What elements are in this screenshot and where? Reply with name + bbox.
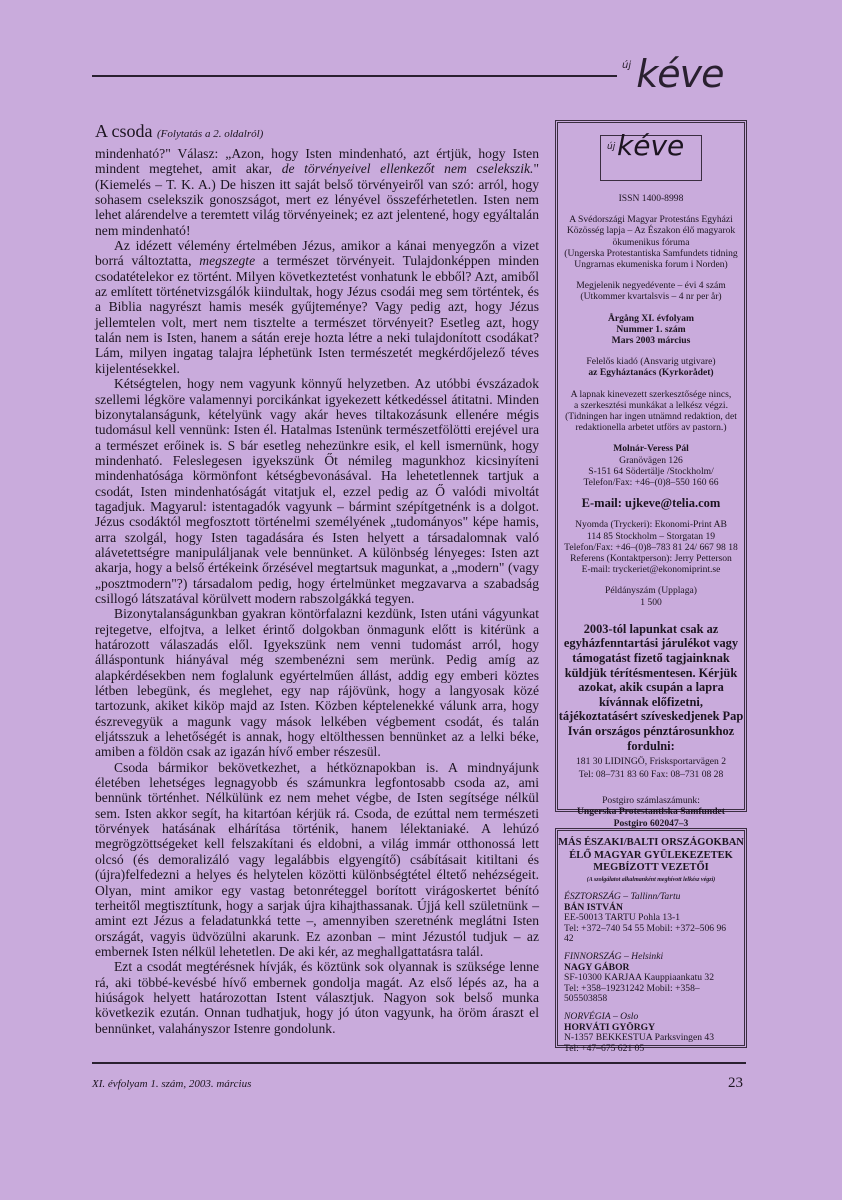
line: Nummer 1. szám <box>616 323 686 335</box>
postgiro <box>558 795 744 829</box>
line: Mars 2003 március <box>611 335 691 347</box>
line: az Egyháztanács (Kyrkorådet) <box>588 367 714 379</box>
masthead-logo <box>600 129 702 181</box>
logo-small-text: új <box>607 142 616 152</box>
footer-issue: XI. évfolyam 1. szám, 2003. március <box>92 1078 252 1090</box>
subscription-notice: 2003-tól lapunkat csak az egyházfenntartási járulékot vagy támogatást fizető tagjainknak küldjük térítésmentesen. Kérjük azokat, akik csupán a lapra kívánnak előfizetni, tájékoztatásért szíveskedjenek Pap Iván országos pénztárosunkhoz fordulni: <box>558 621 744 753</box>
email-link[interactable]: E-mail: ujkeve@telia.com <box>581 496 721 511</box>
line: ökumenikus fóruma <box>612 236 690 248</box>
line: Tel: 08–731 83 60 Fax: 08–731 08 28 <box>578 769 724 781</box>
publisher <box>558 214 744 270</box>
paragraph: Bizonytalanságunkban gyakran köntörfalazni kezdünk, Isten utáni vágyunkat rejtegetve, elfojtva, a lelket érintő dolgokban önmagunk előtt is kitérünk a határozott válaszadás elől. Igyekszünk nem venni tudomást arról, hogy álláspontunk hiányával még szembenézni sem merünk. Pedig amíg az alapkérdésekben nem foglalunk egyértelműen állást, addig egy emberi köztes létben lebegünk, és meglehet, egy nap rájövünk, hogy a langyosak közé tartozunk, akiket kiköp majd az Isten. Közben képtelenekké válunk arra, hogy észrevegyük a magunk vagy mások lelkében végbement csodát, és talán eljátsszuk a lehetőségét is annak, hogy eltölthessen bennünket az a lelki béke, amiben a földön csak az igazán hívő ember részesül. <box>95 606 539 760</box>
paragraph: Ezt a csodát megtérésnek hívják, és köztünk sok olyannak is szüksége lenne rá, aki többé-kevésbé hívő embernek gondolja magát. Az első lépés az, ha a hiúságok helyett határozottan Istent választjuk. Nagyon sok belső munka következik ezután. Onnan tudhatjuk, hogy jó úton vagyunk, ha öröm áraszt el bennünket, valahányszor Istenre gondolunk. <box>95 959 539 1036</box>
phone: Tel: +372–740 54 55 Mobil: +372–506 96 42 <box>564 922 727 945</box>
article <box>95 121 539 1036</box>
paragraph: Csoda bármikor bekövetkezhet, a hétköznapokban is. A mindnyájunk életében lehetséges legnagyobb és számunkra legfontosabb csoda az, ami bennünk történhet. Nélkülünk ez nem mehet végbe, de Isten segítsége nélkül sem. Isten akkor segít, ha kitartóan kérjük rá. Csoda, de ezúttal nem természeti törvények hatásának elhárítása történik, hanem lélektaniaké. A lehúzó megrögzöttségeket kell felszakítani és eldobni, a világ immár otthonossá lett olcsó (és demoralizáló vagy legalábbis elgyengítő) csábításait kitiltani és (újra)felfedezni a helyes és helytelen közötti különbségtétel éltető nehézségeit. Olyan, mint amikor egy vastag betonréteggel borított virágoskertet bénító terheitől megtisztítunk, hogy a sarjak újra kihajthassanak. Újjá kell születnünk – amint ezt Jézus a feladatunkká tette –, amennyiben szeretnénk meglátni Isten országát, vagyis üdvözülni akarunk. Ez azonban – mint Jézustól tudjuk – az embernek Isten nélkül lehetetlen. De aki kér, az meghallgattatásra talál. <box>95 759 539 959</box>
country: ÉSZTORSZÁG – Tallinn/Tartu <box>564 890 681 902</box>
masthead-box <box>555 120 747 829</box>
line: Molnár-Veress Pál <box>613 443 689 455</box>
leaders-note: (A szolgálatot alkalmanként meghívott lelkész végzi) <box>586 876 716 883</box>
header-rule <box>92 75 617 77</box>
line: Telefon/Fax: +46–(0)8–550 160 66 <box>583 477 719 489</box>
line: Granövägen 126 <box>619 454 683 466</box>
line: Årgång XI. évfolyam <box>607 312 695 324</box>
contact-norway <box>558 1012 744 1054</box>
footer-rule <box>92 1062 746 1064</box>
text: mindenható?" Válasz: „Azon, hogy Isten mindenható, azt értjük, hogy Isten mindent megtehet, amit akar, <box>95 146 539 177</box>
editor-contact <box>558 443 744 488</box>
address: EE-50013 TARTU Pohla 13-1 <box>564 912 680 924</box>
line: redaktionella arbetet utförs av pastorn.) <box>575 422 727 434</box>
page-number: 23 <box>728 1075 743 1091</box>
line: Példányszám (Upplaga) <box>605 585 697 597</box>
line: Telefon/Fax: +46–(0)8–783 81 24/ 667 98 18 <box>564 541 738 553</box>
responsible-publisher <box>558 356 744 378</box>
name: BÁN ISTVÁN <box>564 901 623 913</box>
header-logo <box>622 52 723 96</box>
line: a szerkesztési munkákat a lelkész végzi. <box>574 399 728 411</box>
leaders-title <box>558 837 744 875</box>
title-text: A csoda <box>95 121 153 141</box>
treasurer-contact <box>558 755 744 781</box>
line: MÁS ÉSZAKI/BALTI ORSZÁGOKBAN <box>558 837 744 848</box>
article-title <box>95 121 539 144</box>
paragraph: Kétségtelen, hogy nem vagyunk könnyű helyzetben. Az utóbbi évszázadok szellemi légköre valamennyi porcikánkat igyekezett kétkedéssel átitatni. Minden bizonytalanságunk, kételyünk vagy akár heves tiltakozásunk ellenére mégis tudomásul kell vennünk: Isten él. Hatalmas Istenünk természetfölötti erejével ura a természet erőinek is. S bár esetleg nehezünkre esik, el kell ismernünk, hogy mindenható. Feleslegesen igyekszünk Őt némileg magunkhoz kicsinyíteni mindenhatósága körmönfont kétségbevonásával. Ha lehetetlennek tartjuk a csodát, Isten mindenhatóságát vitatjuk el, ezzel pedig az Ő valódi mivoltát tagadjuk. Magyarul: istentagadók vagyunk – bármint szépítgetnénk is a dolgot. Jézus csodáktól megfosztott történelmi személyének „tudományos" képe hamis, arra szolgál, hogy Isten tagadására és Isten helyett a társadalomnak való alávetettségre manipuláljanak vele bennünket. A különbség lényeges: Isten azt akarja, hogy a belső értékeink őrzésével megtartsuk magunkat, a „modern" (vagy „posztmodern"?) társadalom pedig, hogy értelmünket megzavarva a szabadság csillogó látszatával körülvett modern rabszolgákká tegyen. <box>95 376 539 606</box>
text: " (Kiemelés – T. K. A.) De hiszen itt saját belső törvényeiről van szó: arról, hogy sohasem cselekszik gonoszságot, mert ez lényével összeférhetetlen. Isten nem lehet alárendelve a teremtett világ törvényeinek; ez azt jelentené, hogy egyáltalán nem mindenható! <box>95 161 539 238</box>
logo-text: kéve <box>617 129 685 162</box>
logo-small-text: új <box>622 60 632 71</box>
line: 181 30 LIDINGÖ, Frisksportarvägen 2 <box>575 756 726 768</box>
line: Postgiro 602047–3 <box>613 817 689 829</box>
line: (Tidningen har ingen utnämnd redaktion, det <box>565 411 737 423</box>
line: 1 500 <box>640 596 662 608</box>
contact-estonia <box>558 892 744 945</box>
line: Közösség lapja – Az Északon élő magyarok <box>566 225 736 237</box>
issue-info <box>558 313 744 347</box>
continued-note: (Folytatás a 2. oldalról) <box>157 128 264 140</box>
copies <box>558 585 744 607</box>
text: a természet törvényeit. Tulajdonképpen minden csodatételekor ez történt. Milyen következtetést vonhatunk le ebből? Azt, amiből az említett történetvizsgálók kiindultak, hogy Jézus csodái meg sem történtek, és a Biblia nagyrészt hamis mesék gyűjteménye? Vagy pedig azt, hogy Jézus jellemtelen volt, mert nem tisztelte a természet törvényeit? Esetleg azt, hogy talán nem is Isten, hanem a sátán ereje hozta létre a neki tulajdonított csodákat? Lám, milyen ingatag talajra léphetünk Isten természetét megkérdőjelező téves kijelentésekkel. <box>95 253 539 376</box>
country: FINNORSZÁG – Helsinki <box>564 950 664 962</box>
paragraph <box>95 146 539 238</box>
line: Ungrarnas ekumeniska forum i Norden) <box>574 259 728 271</box>
printer-info <box>558 519 744 575</box>
address: N-1357 BEKKESTUA Parksvingen 43 <box>564 1032 715 1044</box>
line: Nyomda (Tryckeri): Ekonomi-Print AB <box>575 519 727 531</box>
line: Megjelenik negyedévente – évi 4 szám <box>576 280 726 292</box>
line: (Ungerska Protestantiska Samfundets tidning <box>564 247 738 259</box>
line: 114 85 Stockholm – Storgatan 19 <box>586 530 716 542</box>
line: E-mail: tryckeriet@ekonomiprint.se <box>581 564 721 576</box>
frequency <box>558 280 744 302</box>
emphasis: de törvényeivel ellenkezőt nem cselekszik. <box>281 161 534 177</box>
editorial-note <box>558 389 744 434</box>
line: Ungerska Protestantiska Samfundet <box>576 806 725 818</box>
emphasis: megszegte <box>199 253 256 269</box>
line: (Utkommer kvartalsvis – 4 nr per år) <box>580 291 722 303</box>
address: SF-10300 KARJAA Kauppiaankatu 32 <box>564 972 715 984</box>
line: A lapnak kinevezett szerkesztősége nincs, <box>570 388 732 400</box>
line: A Svédországi Magyar Protestáns Egyházi <box>569 214 733 226</box>
name: NAGY GÁBOR <box>564 961 630 973</box>
line: Postgiro számlaszámunk: <box>602 795 700 807</box>
country: NORVÉGIA – Oslo <box>564 1010 639 1022</box>
line: ÉLŐ MAGYAR GYÜLEKEZETEK <box>569 849 733 861</box>
contact-finland <box>558 952 744 1005</box>
line: Felelős kiadó (Ansvarig utgivare) <box>586 356 716 368</box>
phone: Tel: +358–19231242 Mobil: +358–505503858 <box>564 982 700 1005</box>
paragraph <box>95 238 539 376</box>
logo-text: kéve <box>636 52 724 96</box>
issn: ISSN 1400-8998 <box>618 193 684 204</box>
line: MEGBÍZOTT VEZETŐI <box>593 862 709 874</box>
phone: Tel: +47–675 621 05 <box>564 1042 645 1054</box>
leaders-box <box>555 828 747 1054</box>
line: Referens (Kontaktperson): Jerry Petterson <box>570 553 732 565</box>
text: Az idézett vélemény értelmében Jézus, amikor a kánai menyegzőn a vizet borrá változtatta, <box>95 238 539 269</box>
line: S-151 64 Södertälje /Stockholm/ <box>588 465 714 477</box>
name: HORVÁTI GYÖRGY <box>564 1021 656 1033</box>
